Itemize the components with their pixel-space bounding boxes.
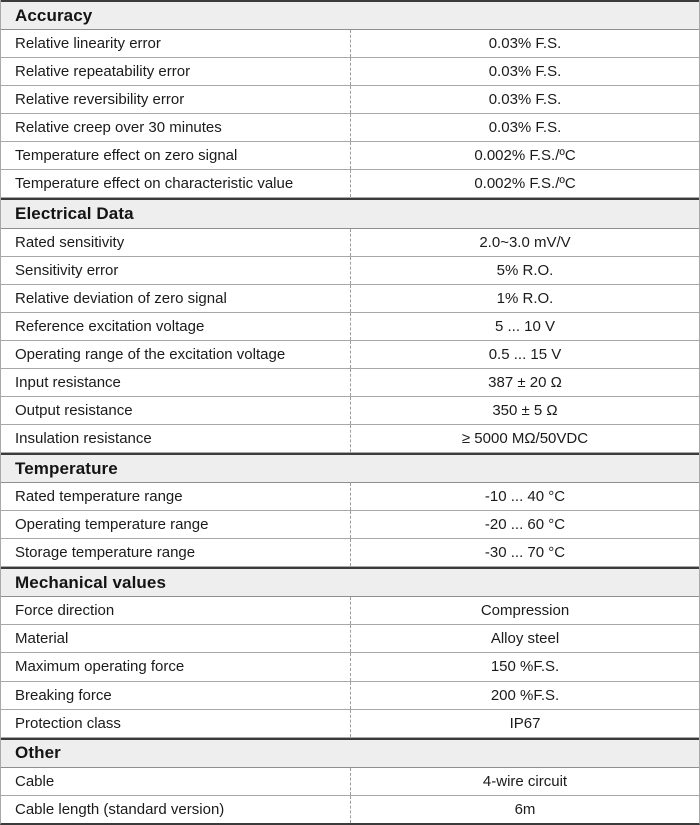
spec-label: Maximum operating force — [15, 658, 185, 676]
spec-value: ≥ 5000 MΩ/50VDC — [350, 425, 699, 452]
spec-value: 350 ± 5 Ω — [350, 397, 699, 424]
spec-value: 1% R.O. — [350, 285, 699, 312]
section-header-temperature: Temperature — [1, 453, 699, 483]
spec-row — [1, 682, 699, 710]
spec-value: -20 ... 60 °C — [350, 511, 699, 538]
spec-row — [1, 369, 699, 397]
spec-label: Force direction — [15, 602, 115, 620]
spec-label: Relative deviation of zero signal — [15, 289, 227, 307]
spec-row — [1, 58, 699, 86]
spec-row — [1, 114, 699, 142]
spec-label: Rated temperature range — [15, 488, 183, 506]
section-header-electrical-data: Electrical Data — [1, 198, 699, 228]
spec-row — [1, 229, 699, 257]
spec-row — [1, 483, 699, 511]
spec-label: Sensitivity error — [15, 261, 119, 279]
spec-value: 0.002% F.S./ºC — [350, 142, 699, 169]
spec-row — [1, 86, 699, 114]
spec-row — [1, 341, 699, 369]
spec-label: Cable — [15, 772, 55, 790]
spec-row — [1, 768, 699, 796]
spec-label: Relative repeatability error — [15, 63, 191, 81]
spec-row — [1, 625, 699, 653]
spec-label: Reference excitation voltage — [15, 317, 205, 335]
spec-row — [1, 257, 699, 285]
spec-row — [1, 511, 699, 539]
spec-value: 4-wire circuit — [350, 768, 699, 795]
spec-row — [1, 30, 699, 58]
spec-label: Temperature effect on zero signal — [15, 147, 238, 165]
spec-value: Alloy steel — [350, 625, 699, 652]
spec-row — [1, 285, 699, 313]
spec-label: Operating temperature range — [15, 516, 209, 534]
spec-value: 2.0~3.0 mV/V — [350, 229, 699, 256]
spec-label: Output resistance — [15, 401, 133, 419]
spec-label: Operating range of the excitation voltage — [15, 345, 286, 363]
spec-label: Protection class — [15, 714, 121, 732]
spec-label: Insulation resistance — [15, 429, 152, 447]
spec-value: 0.03% F.S. — [350, 114, 699, 141]
section-header-mechanical-values: Mechanical values — [1, 567, 699, 597]
spec-label: Cable length (standard version) — [15, 800, 225, 818]
spec-label: Input resistance — [15, 373, 121, 391]
spec-value: 0.03% F.S. — [350, 86, 699, 113]
spec-row — [1, 653, 699, 681]
spec-value: 200 %F.S. — [350, 682, 699, 709]
spec-label: Material — [15, 630, 69, 648]
spec-value: IP67 — [350, 710, 699, 737]
spec-row — [1, 597, 699, 625]
spec-label: Breaking force — [15, 686, 112, 704]
section-header-other: Other — [1, 738, 699, 768]
spec-row — [1, 313, 699, 341]
spec-value: 0.03% F.S. — [350, 30, 699, 57]
spec-label: Storage temperature range — [15, 544, 196, 562]
spec-label: Relative linearity error — [15, 35, 161, 53]
spec-row — [1, 170, 699, 198]
spec-row — [1, 710, 699, 738]
spec-value: 387 ± 20 Ω — [350, 369, 699, 396]
spec-value: 0.5 ... 15 V — [350, 341, 699, 368]
spec-label: Rated sensitivity — [15, 233, 125, 251]
spec-value: Compression — [350, 597, 699, 624]
spec-value: 6m — [350, 796, 699, 823]
spec-row — [1, 539, 699, 567]
spec-label: Relative reversibility error — [15, 91, 185, 109]
spec-row — [1, 397, 699, 425]
spec-row — [1, 425, 699, 453]
spec-value: 0.03% F.S. — [350, 58, 699, 85]
spec-value: 5% R.O. — [350, 257, 699, 284]
spec-value: 5 ... 10 V — [350, 313, 699, 340]
spec-value: 150 %F.S. — [350, 653, 699, 680]
spec-value: 0.002% F.S./ºC — [350, 170, 699, 197]
spec-label: Temperature effect on characteristic value — [15, 175, 294, 193]
spec-row — [1, 796, 699, 823]
spec-value: -10 ... 40 °C — [350, 483, 699, 510]
spec-row — [1, 142, 699, 170]
spec-value: -30 ... 70 °C — [350, 539, 699, 566]
section-header-accuracy: Accuracy — [1, 0, 699, 30]
spec-label: Relative creep over 30 minutes — [15, 119, 222, 137]
